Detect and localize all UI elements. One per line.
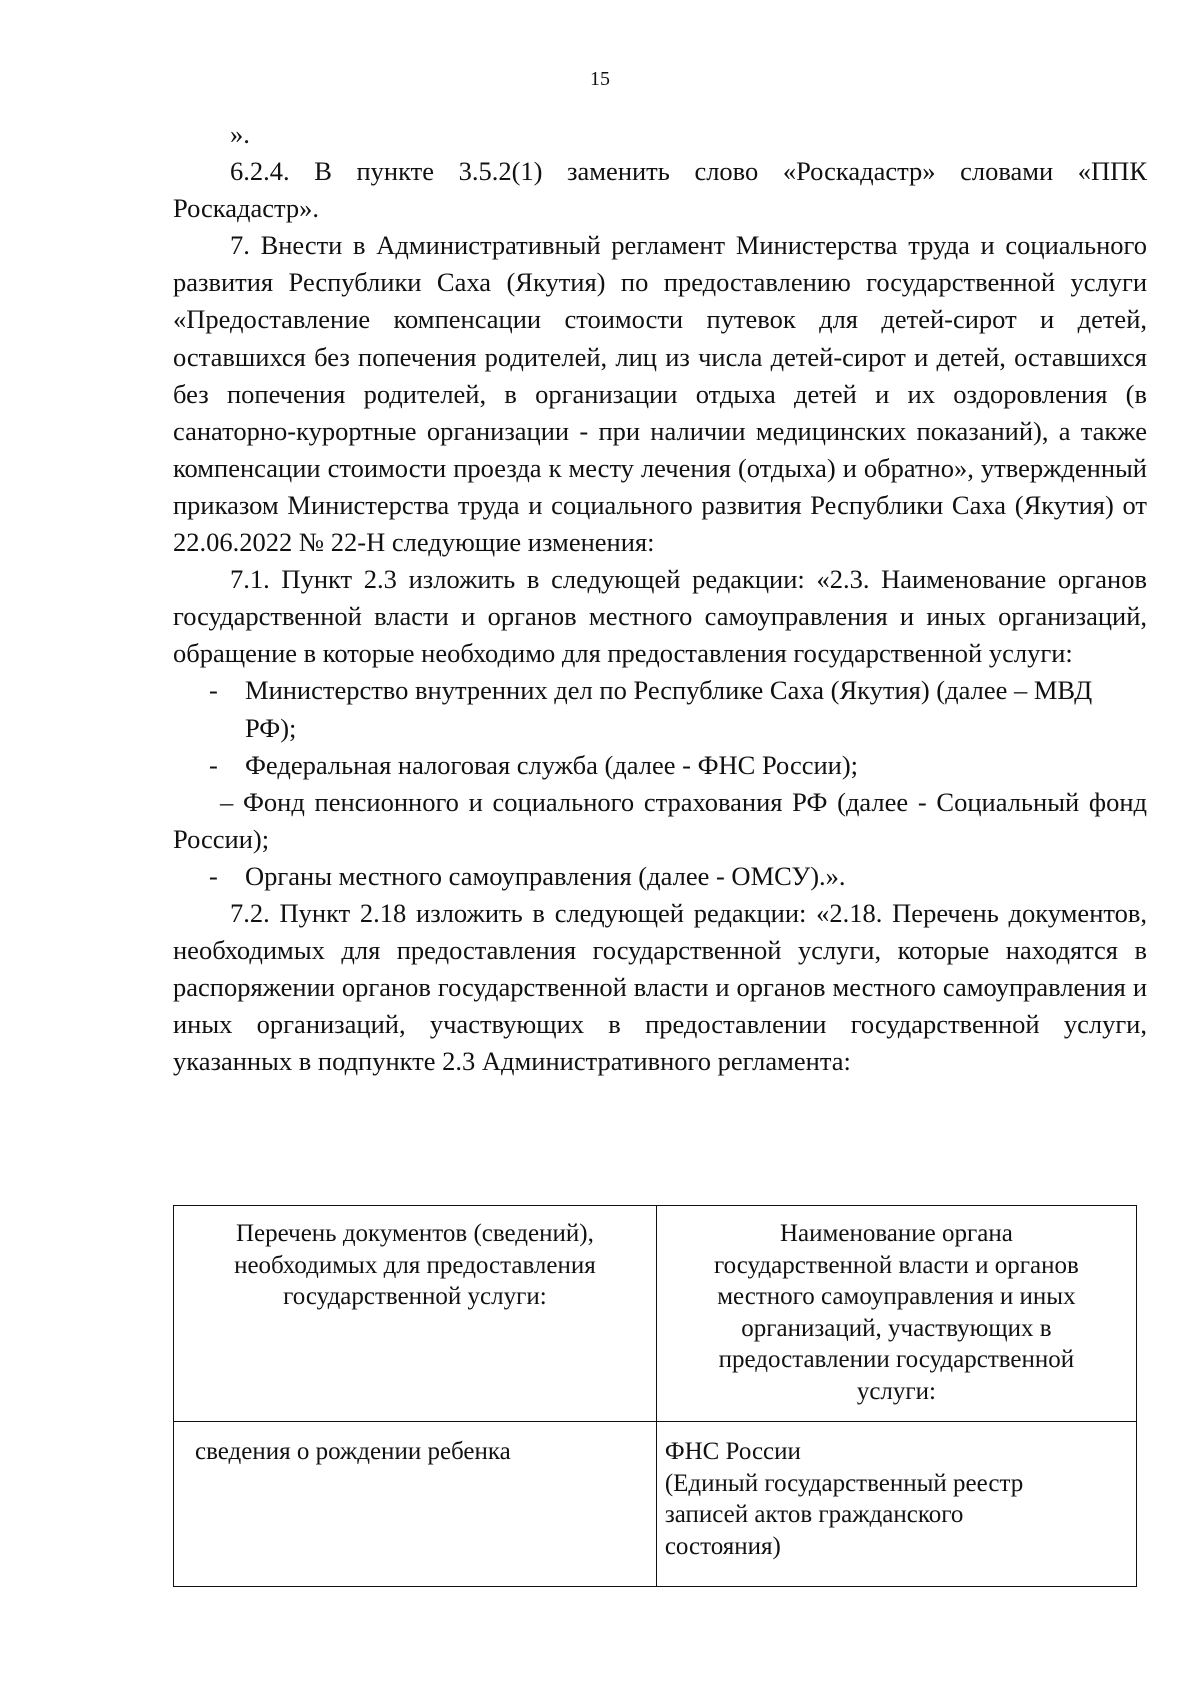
header-line: необходимых для предоставления [234,1251,596,1279]
list-dash: - [209,675,218,706]
cell-line: ФНС России [664,1438,801,1465]
list-item-text: Министерство внутренних дел по Республике Саха (Якутия) (далее – МВД РФ); [245,675,1093,743]
page-number: 15 [590,68,610,90]
header-line: государственной услуги: [283,1283,547,1310]
header-line: предоставлении государственной [718,1346,1075,1373]
list-item-text: Федеральная налоговая служба (далее - ФНС России); [245,749,859,780]
paragraph-6-2-4: 6.2.4. В пункте 3.5.2(1) заменить слово «Роскадастр» словами «ППК Роскадастр». [173,156,1147,224]
cell-line: (Единый государственный реестр [664,1469,1024,1497]
cell-line: состояния) [664,1532,781,1560]
list-dash: - [209,749,218,780]
header-line: организаций, участвующих в [741,1314,1052,1342]
paragraph-7: 7. Внести в Административный регламент Министерства труда и социального развития Республики Саха (Якутия) по предоставлению государственной услуги «Предоставление компенсации стоимости путевок для детей-сирот и детей, оставшихся без попечения родителей, лиц из числа детей-сирот и детей, оставшихся без попечения родителей, в организации отдыха детей и их оздоровления (в санаторно-курортные организации - при наличии медицинских показаний), а также компенсации стоимости проезда к месту лечения (отдыха) и обратно», утвержденный приказом Министерства труда и социального развития Республики Саха (Якутия) от 22.06.2022 № 22-Н следующие изменения: [173,230,1147,558]
cell-line: записей актов гражданского [664,1501,964,1528]
documents-table [173,1205,1137,1587]
table-header-row [174,1206,1137,1422]
list-item-mvd [173,672,1147,746]
header-line: Перечень документов (сведений), [236,1220,594,1247]
table-header-authority [656,1206,1136,1422]
header-line: государственной власти и органов [714,1251,1079,1279]
list-item-text: Органы местного самоуправления (далее - ОМСУ).». [245,860,846,891]
document-body [173,116,1147,1080]
header-line: услуги: [856,1377,936,1405]
closing-quote: ». [230,119,250,149]
header-line: Наименование органа [780,1220,1013,1247]
table-cell-document: сведения о рождении ребенка [174,1422,657,1587]
list-item-fns [173,747,1147,784]
list-dash: - [209,860,218,891]
table-cell-authority [656,1422,1136,1587]
list-item-omsu [173,858,1147,895]
table-header-documents [174,1206,657,1422]
list-item-pension-fund: – Фонд пенсионного и социального страхования РФ (далее - Социальный фонд России); [173,786,1147,854]
header-line: местного самоуправления и иных [717,1283,1076,1310]
paragraph-7-1: 7.1. Пункт 2.3 изложить в следующей редакции: «2.3. Наименование органов государственной власти и органов местного самоуправления и иных организаций, обращение в которые необходимо для предоставления государственной услуги: [173,564,1147,669]
table-row [174,1422,1137,1587]
paragraph-7-2: 7.2. Пункт 2.18 изложить в следующей редакции: «2.18. Перечень документов, необходимых для предоставления государственной услуги, которые находятся в распоряжении органов государственной власти и органов местного самоуправления и иных организаций, участвующих в предоставлении государственной услуги, указанных в подпункте 2.3 Административного регламента: [173,897,1147,1077]
